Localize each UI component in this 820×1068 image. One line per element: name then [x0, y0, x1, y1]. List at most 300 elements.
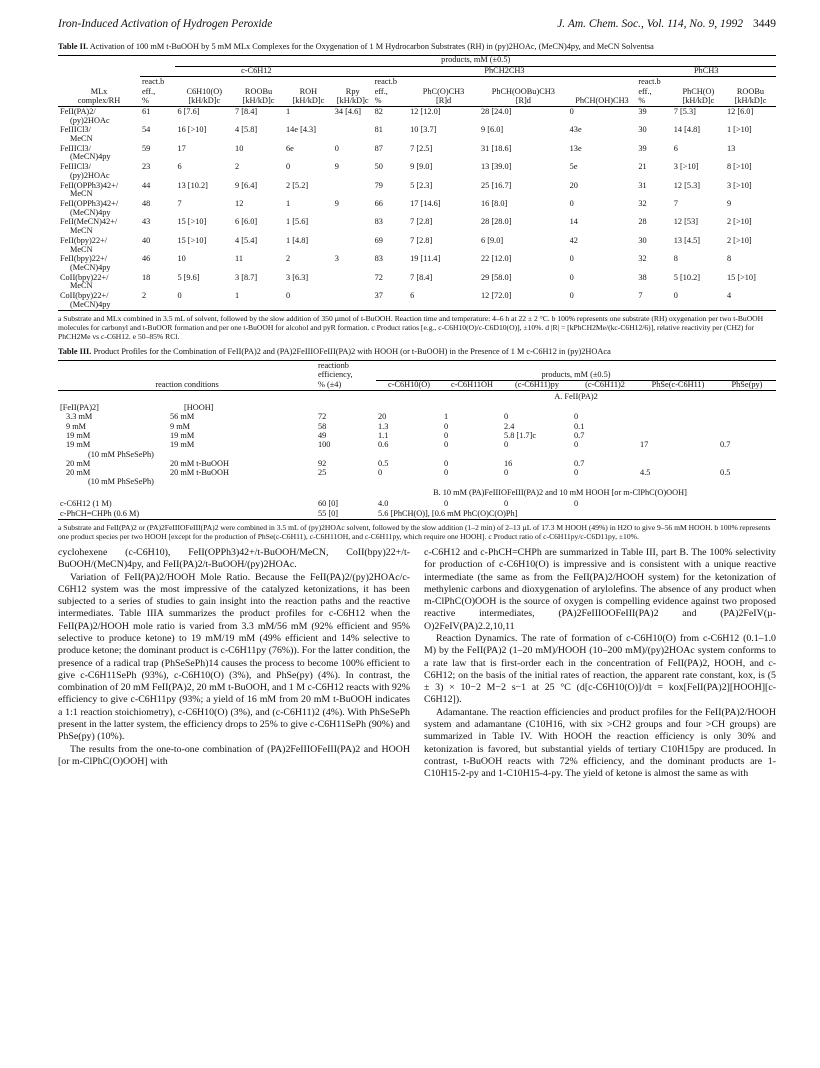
table2-cell: 1 [>10] — [726, 125, 752, 135]
table2-cell: 30 — [638, 235, 647, 245]
table2-cell: 15 [>10] — [726, 272, 756, 282]
table2-cell: 12 [72.0] — [481, 291, 512, 301]
col-pct-2: % — [374, 96, 382, 106]
table2-cell: 6 — [177, 162, 182, 172]
col-phchohch3: PhCH(OH)CH3 — [575, 96, 629, 106]
table2-cell: 9 [6.4] — [235, 180, 258, 190]
table2-row — [58, 218, 776, 236]
complex-cell — [58, 126, 140, 144]
complex-cell — [58, 181, 140, 199]
col-complex-rh: complex/RH — [77, 96, 121, 106]
complex-name: CoII(bpy)22+/ — [60, 291, 109, 301]
table2-cell: 3 [>10] — [673, 162, 699, 172]
complex-solvent: MeCN — [70, 189, 93, 199]
table2-cell: 12 [5.3] — [673, 180, 701, 190]
table3-cell — [638, 422, 718, 431]
complex-name: FeII(OPPh3)42+/ — [60, 180, 119, 190]
complex-cell — [58, 200, 140, 218]
table3-cell: 0 — [574, 468, 579, 478]
t3-b-row-1-eff: 60 [0] — [318, 499, 339, 509]
running-title: Iron-Induced Activation of Hydrogen Peroxide — [58, 18, 273, 30]
table2-cell: 4 [5.8] — [235, 125, 258, 135]
oxidant-concentration: 19 mM — [170, 431, 195, 440]
table3-cell — [638, 460, 718, 469]
table2-cell: 6e — [286, 143, 294, 153]
table2-cell: 0 — [334, 143, 339, 153]
table2-cell: 0 — [569, 291, 574, 301]
table2-cell: 2 [5.2] — [286, 180, 309, 190]
complex-solvent: (MeCN)4py — [70, 152, 111, 162]
table3-cell — [718, 413, 776, 422]
table3-cell: 0.7 — [574, 431, 585, 440]
table3-cell: 0 — [504, 440, 509, 450]
table3-cell: 58 — [318, 421, 327, 431]
col-pct-3: % — [638, 96, 646, 106]
table2-cell: 1 — [286, 199, 291, 208]
journal-citation — [557, 18, 776, 30]
complex-name: FeII(OPPh3)42+/ — [60, 199, 119, 208]
table2-footnote: a Substrate and MLx combined in 3.5 mL of solvent, followed by the slow addition of 350 µmol of t-BuOOH. Reaction time and temperature: 4–6 h at 22 ± 2 °C. b 100% represents one substrate (RH) oxygenation per two t-BuOOH molecules for carbonyl and t-BuOOR formation and per one t-BuOOH for alcohol and pyR formation. c Product ratios [e.g., c-C6H10(O)/c-C6D10(O)], ±10%. d |R| = [kPhCH2Me/(kc-C6H12/6)], relative reactivity per (CH2) for PhCH2Me vs c-C6H12. e 50–85% RCl. — [58, 313, 764, 342]
table3-note-row — [58, 478, 776, 487]
oxidant-cell — [140, 432, 316, 441]
complex-name: CoII(bpy)22+/ — [60, 272, 109, 282]
body-text — [58, 547, 776, 780]
table3-cell: 1.1 — [378, 431, 389, 440]
table2-cell: 7 [2.8] — [410, 235, 433, 245]
complex-cell — [58, 107, 140, 126]
col-react-2: react.b — [374, 76, 397, 86]
table2-cell: 9 [6.0] — [481, 125, 504, 135]
t3-b-row-1-v2: 4.0 — [378, 499, 389, 509]
table2-cell: 7 — [673, 199, 678, 208]
table2-cell: 5 [9.6] — [177, 272, 200, 282]
t3-section-b: B. 10 mM (PA)FeIIIOFeIII(PA)2 and 10 mM HOOH [or m-ClPhC(O)OOH] — [433, 488, 687, 498]
table2-cell: 6 [9.0] — [481, 235, 504, 245]
complex-solvent: (py)2HOAc — [70, 170, 110, 180]
table2-cell: 59 — [141, 143, 151, 153]
col-eff-1: eff., — [141, 86, 156, 96]
t3-sub-fe: [FeII(PA)2] — [60, 403, 99, 413]
table3 — [58, 360, 776, 520]
table3-cell: 0 — [504, 468, 509, 478]
complex-solvent: MeCN — [70, 134, 93, 144]
table2-cell: 12 [53] — [673, 217, 698, 227]
table2-cell: 61 — [141, 106, 151, 116]
table2-cell: 39 — [638, 106, 647, 116]
table2-cell: 6 — [410, 291, 415, 301]
table3-row — [58, 422, 776, 431]
table2-cell: 48 — [141, 199, 151, 208]
table2-cell: 3 [6.3] — [286, 272, 309, 282]
complex-name: FeIIICl3/ — [60, 125, 91, 135]
complex-cell — [58, 255, 140, 273]
col-phcho: PhCH(O) — [682, 86, 715, 96]
complex-name: FeII(MeCN)42+/ — [60, 217, 118, 227]
col-khkd-5: [kH/kD]c — [682, 96, 715, 106]
radical-trap-note: (10 mM PhSeSePh) — [88, 477, 154, 487]
table2-cell: 1 [5.6] — [286, 217, 309, 227]
table2-cell: 14 [4.8] — [673, 125, 701, 135]
t3-col-p2: c-C6H11OH — [450, 380, 494, 390]
table2-cell: 0 — [673, 291, 678, 301]
table3-cell: 4.5 — [640, 468, 651, 478]
t3-sub-hooh: [HOOH] — [184, 403, 214, 413]
col-ml: MLx — [90, 86, 108, 96]
table2-cell: 13 [10.2] — [177, 180, 208, 190]
col-roh: ROH — [299, 86, 318, 96]
complex-cell — [58, 292, 140, 311]
table3-cell: 0.6 — [378, 440, 389, 450]
table3-cell — [718, 422, 776, 431]
table2-cell: 40 — [141, 235, 151, 245]
table2-cell: 6 [7.6] — [177, 106, 200, 116]
t3-col-pct: % (±4) — [318, 379, 342, 389]
table2-cell: 16 [>10] — [177, 125, 207, 135]
fe-concentration: 9 mM — [66, 421, 87, 431]
table2-cell: 46 — [141, 254, 151, 264]
table2-body — [58, 107, 776, 310]
radical-trap-note: (10 mM PhSeSePh) — [88, 449, 154, 459]
table2-cell: 3 [>10] — [726, 180, 752, 190]
table2-cell: 82 — [374, 106, 383, 116]
table3-body-a — [58, 413, 776, 487]
t3-col-p4: (c-C6H11)2 — [585, 380, 625, 390]
table2-cell: 83 — [374, 254, 383, 264]
table2-label: Table II. — [58, 42, 89, 51]
table3-cell: 0.7 — [574, 458, 585, 468]
table2-cell — [333, 181, 373, 199]
t3-b-row-1-v4: 0 — [504, 499, 509, 509]
col-phchoobuch3: PhCH(OOBu)CH3 — [491, 86, 555, 96]
page-number: 3449 — [753, 18, 776, 30]
complex-cell — [58, 218, 140, 236]
table2-row — [58, 107, 776, 126]
table2-cell: 22 [12.0] — [481, 254, 512, 264]
col-phcoch3: PhC(O)CH3 — [422, 86, 465, 96]
table2-cell: 0 — [569, 272, 574, 282]
table2-cell — [333, 126, 373, 144]
table3-cell: 0 — [378, 468, 383, 478]
table2-cell: 0 — [177, 291, 182, 301]
col-khkd-1: [kH/kD]c — [188, 96, 221, 106]
table2-cell: 2 [>10] — [726, 235, 752, 245]
table2-cell: 20 — [569, 180, 578, 190]
complex-name: FeIIICl3/ — [60, 143, 91, 153]
oxidant-cell — [140, 469, 316, 478]
table3-row — [58, 441, 776, 450]
table2-cell: 50 — [374, 162, 383, 172]
table3-cell: 0 — [444, 440, 449, 450]
table2-cell: 8 — [673, 254, 678, 264]
table2-cell: 2 [>10] — [726, 217, 752, 227]
table2-cell: 7 [8.4] — [410, 272, 433, 282]
table2-cell: 6 — [673, 143, 678, 153]
table2-cell: 87 — [374, 143, 383, 153]
table3-cell: 49 — [318, 431, 327, 440]
table3-cell: 0.1 — [574, 421, 585, 431]
t3-col-reaction: reactionb — [318, 360, 349, 370]
col-khkd-3: [kH/kD]c — [292, 96, 325, 106]
table3-footnote: a Substrate and FeII(PA)2 or (PA)2FeIIIOFeIII(PA)2 were combined in 3.5 mL of (py)2HOAc solvent, followed by the slow addition (1–2 min) of 2–13 µL of 17.3 M HOOH (49%) in H2O to give 9–56 mM HOOH. b 100% represents one product species per two HOOH [except for the production of PhSe(c-C6H11), c-C6H11OH, and c-C6H11py, which require one HOOH]. c Product ratio of c-C6H11py/c-C6D11py, ±10%. — [58, 522, 771, 541]
table2-cell: 16 [8.0] — [481, 199, 508, 208]
complex-cell — [58, 144, 140, 162]
table2-cell: 7 [8.4] — [235, 106, 258, 116]
table2-cell: 9 — [334, 199, 339, 208]
oxidant-cell — [140, 441, 316, 450]
table2-cell: 9 — [334, 162, 339, 172]
fe-concentration: 19 mM — [66, 440, 91, 450]
table2-cell: 0 — [569, 254, 574, 264]
table3-row — [58, 432, 776, 441]
table2-cell: 5e — [569, 162, 578, 172]
col-react-1: react.b — [141, 76, 165, 86]
table3-cell: 5.8 [1.7]c — [504, 431, 537, 440]
table2-cell: 38 — [638, 272, 647, 282]
table2-cell: 13e — [569, 143, 582, 153]
complex-solvent: (MeCN)4py — [70, 207, 111, 217]
table3-caption — [58, 347, 776, 357]
table2-row — [58, 200, 776, 218]
table2-cell: 3 — [334, 254, 339, 264]
fe-concentration: 20 mM — [66, 458, 91, 468]
table2-cell: 5 [2.3] — [410, 180, 433, 190]
table2-caption — [58, 42, 776, 52]
table2-cell: 25 [16.7] — [481, 180, 512, 190]
complex-solvent: (py)2HOAc — [70, 115, 110, 125]
table2-cell: 14e [4.3] — [286, 125, 316, 135]
table2-cell: 32 — [638, 199, 647, 208]
table2-cell: 15 [>10] — [177, 235, 207, 245]
table3-cell: 0.5 — [378, 458, 389, 468]
col-khkd-6: [kH/kD]c — [734, 96, 767, 106]
fe-concentration: 20 mM — [66, 468, 91, 478]
group-header-ethylbenzene: PhCH2CH3 — [373, 66, 637, 77]
table2-cell: 7 [2.5] — [410, 143, 433, 153]
table2-cell: 1 [4.8] — [286, 235, 309, 245]
table2-cell: 17 — [177, 143, 186, 153]
table2-row — [58, 273, 776, 291]
t3-b-row-2-eff: 55 [0] — [318, 508, 339, 518]
table2-cell: 7 [2.8] — [410, 217, 433, 227]
table3-label: Table III. — [58, 347, 92, 357]
table2-row — [58, 181, 776, 199]
table2-cell: 31 — [638, 180, 647, 190]
table2-cell: 0 — [569, 199, 574, 208]
complex-solvent: MeCN — [70, 244, 93, 254]
table2-cell: 6 [6.0] — [235, 217, 258, 227]
journal-name: J. Am. Chem. Soc., Vol. 114, No. 9, 1992 — [557, 18, 743, 30]
table2-cell: 2 — [141, 291, 147, 301]
table3-cell: 0 — [444, 421, 449, 431]
table2-cell: 42 — [569, 235, 578, 245]
t3-b-row-2-cond: c-PhCH=CHPh (0.6 M) — [60, 508, 140, 518]
complex-solvent: MeCN — [70, 226, 93, 236]
t3-col-p3: (c-C6H11)py — [515, 380, 559, 390]
t3-b-row-1-v5: 0 — [574, 499, 579, 509]
col-khkd-4: [kH/kD]c — [336, 96, 369, 106]
t3-col-p6: PhSe(py) — [731, 380, 763, 390]
table2-cell: 29 [58.0] — [481, 272, 512, 282]
table2-cell: 21 — [638, 162, 647, 172]
table2-cell: 54 — [141, 125, 151, 135]
table2-cell: 13 [39.0] — [481, 162, 512, 172]
complex-name: FeII(bpy)22+/ — [60, 235, 108, 245]
table2-cell — [333, 236, 373, 254]
table3-row — [58, 460, 776, 469]
complex-solvent: (MeCN)4py — [70, 262, 111, 272]
oxidant-concentration: 19 mM — [170, 440, 195, 450]
table3-cell — [638, 413, 718, 422]
t3-b-row-1-cond: c-C6H12 (1 M) — [60, 499, 112, 509]
complex-name: FeII(bpy)22+/ — [60, 254, 108, 264]
table3-cell: 0.7 — [720, 440, 731, 450]
table2-cell: 28 [24.0] — [481, 106, 512, 116]
col-eff-3: eff., — [638, 86, 652, 96]
right-column — [424, 547, 776, 780]
table2-cell: 10 [3.7] — [410, 125, 437, 135]
table2-cell: 66 — [374, 199, 383, 208]
table2-cell: 8 [>10] — [726, 162, 752, 172]
table2-cell: 0 — [569, 106, 574, 116]
table2-cell: 17 [14.6] — [410, 199, 441, 208]
table2-cell: 15 [>10] — [177, 217, 207, 227]
table2-row — [58, 236, 776, 254]
group-header-toluene: PhCH3 — [636, 66, 776, 77]
t3-products-header: products, mM (±0.5) — [376, 371, 776, 381]
complex-name: FeII(PA)2/ — [60, 106, 96, 116]
fe-concentration: 3.3 mM — [66, 412, 93, 422]
table3-caption-text: Product Profiles for the Combination of FeII(PA)2 and (PA)2FeIIIOFeIII(PA)2 with HOOH (or t-BuOOH) in the Presence of 1 M c-C6H12 in (py)2HOAca — [93, 347, 611, 357]
table2-cell: 39 — [638, 143, 647, 153]
table2-cell: 7 — [177, 199, 182, 208]
table2-cell: 12 [6.0] — [726, 106, 754, 116]
table2-cell: 9 [9.0] — [410, 162, 433, 172]
table2-cell: 10 — [177, 254, 186, 264]
table2-cell: 83 — [374, 217, 383, 227]
col-roobu-2: ROOBu — [736, 86, 765, 96]
table2-row — [58, 144, 776, 162]
oxidant-concentration: 56 mM — [170, 412, 195, 422]
t3-col-conditions: reaction conditions — [155, 379, 219, 389]
table2-cell — [333, 292, 373, 311]
right-paragraph-3: Adamantane. The reaction efficiencies and product profiles for the FeII(PA)2/HOOH system and adamantane (C10H16, with six >CH2 groups and four >CH groups) are summarized in Table IV. With HOOH the reaction efficiency is only 30% and ketonization is favored, but substantial yields of tertiary C10H15py are produced. In contrast, t-BuOOH reacts with 72% efficiency, and the dominant products are 1-C10H15-2-py and 1-C10H15-4-py. The yield of ketone is almost the same as with — [424, 706, 776, 780]
table2-cell: 28 — [638, 217, 647, 227]
table2-row — [58, 255, 776, 273]
table3-cell: 1 — [444, 412, 449, 422]
table3-cell: 0 — [444, 458, 449, 468]
table2-cell: 19 [11.4] — [410, 254, 441, 264]
table2-cell: 5 [10.2] — [673, 272, 701, 282]
oxidant-concentration: 20 mM t-BuOOH — [170, 458, 230, 468]
table2-cell: 1 — [235, 291, 240, 301]
table2-cell: 11 — [235, 254, 244, 264]
t3-b-row-2-products: 5.6 [PhCH(O)], [0.6 mM PhC(O)C(O)Ph] — [378, 508, 518, 518]
table2-cell: 0 — [286, 291, 291, 301]
table2-cell: 81 — [374, 125, 383, 135]
table2-cell: 12 [12.0] — [410, 106, 441, 116]
table3-cell: 0 — [504, 412, 509, 422]
col-r-1: [R]d — [435, 96, 452, 106]
table3-cell: 25 — [318, 468, 327, 478]
left-paragraph-1: cyclohexene (c-C6H10), FeII(OPPh3)42+/t-BuOOH/MeCN, CoII(bpy)22+/t-BuOOH/(MeCN)4py, and FeII(PA)2/t-BuOOH/(py)2HOAc. — [58, 547, 410, 571]
col-c6h10o: C6H10(O) — [186, 86, 222, 96]
table2-cell: 14 — [569, 217, 578, 227]
complex-solvent: (MeCN)4py — [70, 299, 111, 309]
table2-cell — [333, 273, 373, 291]
products-header: products, mM (±0.5) — [175, 55, 776, 66]
table2-cell: 13 — [726, 143, 736, 153]
table2-row — [58, 292, 776, 311]
table2-cell: 4 [5.4] — [235, 235, 258, 245]
complex-cell — [58, 163, 140, 181]
table3-cell: 72 — [318, 412, 327, 422]
table3-cell: 0 — [574, 412, 579, 422]
col-react-3: react.b — [638, 76, 661, 86]
left-paragraph-2: Variation of FeII(PA)2/HOOH Mole Ratio. Because the FeII(PA)2/(py)2HOAc/c-C6H12 system was the most impressive of the catalyzed ketonizations, it has been subjected to a series of studies to gain insight into the reaction paths and the reactive intermediates. Table IIIA summarizes the product profiles for c-C6H12 when the FeII(PA)2/HOOH mole ratio is varied from 3.3 mM/56 mM (92% efficient and 95% selective to produce ketone) to 19 mM/19 mM (49% efficient and 14% selective to produce ketone; the dominant product is c-C6H11py (76%)). For the latter condition, the presence of a radical trap (PhSeSePh)14 causes the process to become 100% efficient to give c-C6H11SePh (93%), c-C6H10(O) (3%), and PhSe(py) (4%). In contrast, the combination of 20 mM FeII(PA)2, 20 mM t-BuOOH, and 1 M c-C6H12 reacts with 92% efficiency to give c-C6H11py (93%; a yield of 16 mM from 20 mM t-BuOOH indicates a 1:1 reaction stoichiometry), c-C6H10(O) (3%), and (c-C6H11)2 (4%). With PhSeSePh present in the latter system, the efficiency drops to 25% to give c-C6H11SePh (90%) and PhSe(py) (10%). — [58, 571, 410, 743]
table3-cell: 100 — [318, 440, 331, 450]
group-header-cyclohexane: c-C6H12 — [140, 66, 373, 77]
table2-cell: 28 [28.0] — [481, 217, 512, 227]
table2-cell: 7 — [638, 291, 643, 301]
table3-cell: 0 — [574, 440, 579, 450]
col-r-2: [R]d — [515, 96, 531, 106]
table3-note-row — [58, 450, 776, 459]
fe-concentration: 19 mM — [66, 431, 91, 440]
table2-cell: 37 — [374, 291, 383, 301]
table2-cell — [333, 218, 373, 236]
table2-cell: 10 — [235, 143, 244, 153]
left-column — [58, 547, 410, 780]
table2-cell: 12 — [235, 199, 244, 208]
table2-cell: 79 — [374, 180, 383, 190]
table2-cell: 1 — [286, 106, 291, 116]
table3-cell: 20 — [378, 412, 387, 422]
table3-cell: 92 — [318, 458, 327, 468]
journal-page — [58, 18, 776, 780]
t3-section-a: A. FeII(PA)2 — [554, 392, 598, 402]
table2 — [58, 55, 776, 311]
running-head — [58, 18, 776, 30]
left-paragraph-3: The results from the one-to-one combination of (PA)2FeIIIOFeIII(PA)2 and HOOH [or m-ClPhC(O)OOH] with — [58, 743, 410, 767]
table3-cell: 16 — [504, 458, 513, 468]
table2-cell: 30 — [638, 125, 647, 135]
complex-name: FeIIICl3/ — [60, 162, 91, 172]
table2-cell: 7 [5.3] — [673, 106, 696, 116]
table3-row — [58, 469, 776, 478]
table2-cell: 9 — [726, 199, 732, 208]
table2-cell: 3 [8.7] — [235, 272, 258, 282]
table2-cell: 32 — [638, 254, 647, 264]
table2-cell: 8 — [726, 254, 732, 264]
complex-solvent: MeCN — [70, 281, 93, 291]
oxidant-concentration: 20 mM t-BuOOH — [170, 468, 230, 478]
table2-cell: 2 — [286, 254, 291, 264]
complex-cell — [58, 273, 140, 291]
table2-cell: 18 — [141, 272, 151, 282]
table3-cell: 0 — [444, 431, 449, 440]
col-roobu: ROOBu — [244, 86, 273, 96]
table3-cell: 0.5 — [720, 468, 731, 478]
table2-cell: 69 — [374, 235, 383, 245]
table2-cell: 43 — [141, 217, 151, 227]
table3-cell: 17 — [640, 440, 649, 450]
complex-cell — [58, 236, 140, 254]
table2-cell: 34 [4.6] — [334, 106, 362, 116]
table2-cell: 44 — [141, 180, 151, 190]
t3-b-row-1-v3: 0 — [444, 499, 449, 509]
table3-row — [58, 413, 776, 422]
t3-col-p5: PhSe(c-C6H11) — [651, 380, 705, 390]
